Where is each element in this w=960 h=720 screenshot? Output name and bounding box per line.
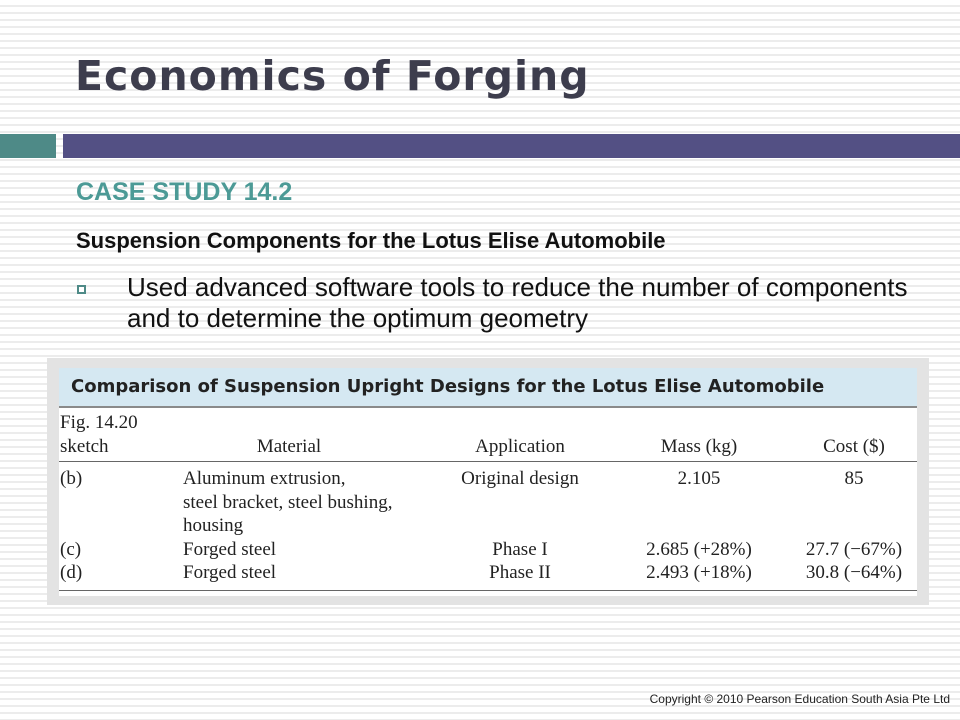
cell-material-line: housing (183, 515, 244, 536)
cell-sketch: (c) (60, 539, 82, 560)
header-mass: Mass (kg) (660, 436, 738, 457)
fig-label: Fig. 14.20 (60, 412, 138, 433)
cell-mass: 2.685 (+28%) (646, 539, 752, 560)
header-rule (59, 461, 917, 462)
bullet-text: Used advanced software tools to reduce the number of components and to determine the optimum geometry (127, 272, 908, 333)
cell-cost: 27.7 (−67%) (805, 539, 903, 560)
table-figure (47, 358, 929, 605)
cell-cost: 30.8 (−64%) (805, 562, 903, 583)
cell-application: Phase I (492, 539, 548, 560)
bottom-rule (59, 590, 917, 591)
cell-application: Phase II (489, 562, 551, 583)
case-study-subtitle: Suspension Components for the Lotus Elise Automobile (76, 228, 666, 253)
slide-title: Economics of Forging (75, 52, 590, 100)
table (59, 368, 917, 596)
cell-material-line: Forged steel (183, 539, 277, 560)
cell-cost: 85 (844, 468, 864, 489)
cell-application: Original design (461, 468, 579, 489)
cell-sketch: (d) (60, 562, 83, 583)
table-title: Comparison of Suspension Upright Designs for the Lotus Elise Automobile (59, 368, 917, 408)
cell-material-line: Aluminum extrusion, (183, 468, 346, 489)
cell-mass: 2.105 (677, 468, 721, 489)
cell-mass: 2.493 (+18%) (646, 562, 752, 583)
square-bullet-icon (77, 285, 86, 294)
copyright-footer: Copyright © 2010 Pearson Education South Asia Pte Ltd (649, 692, 950, 706)
accent-bar-purple (63, 134, 960, 158)
cell-sketch: (b) (60, 468, 83, 489)
header-cost: Cost ($) (823, 436, 885, 457)
header-sketch: sketch (60, 436, 109, 457)
cell-material-line: steel bracket, steel bushing, (183, 492, 393, 513)
accent-bar-teal (0, 134, 56, 158)
case-study-label: CASE STUDY 14.2 (76, 178, 293, 206)
header-material: Material (256, 436, 322, 457)
header-application: Application (475, 436, 565, 457)
cell-material-line: Forged steel (183, 562, 277, 583)
